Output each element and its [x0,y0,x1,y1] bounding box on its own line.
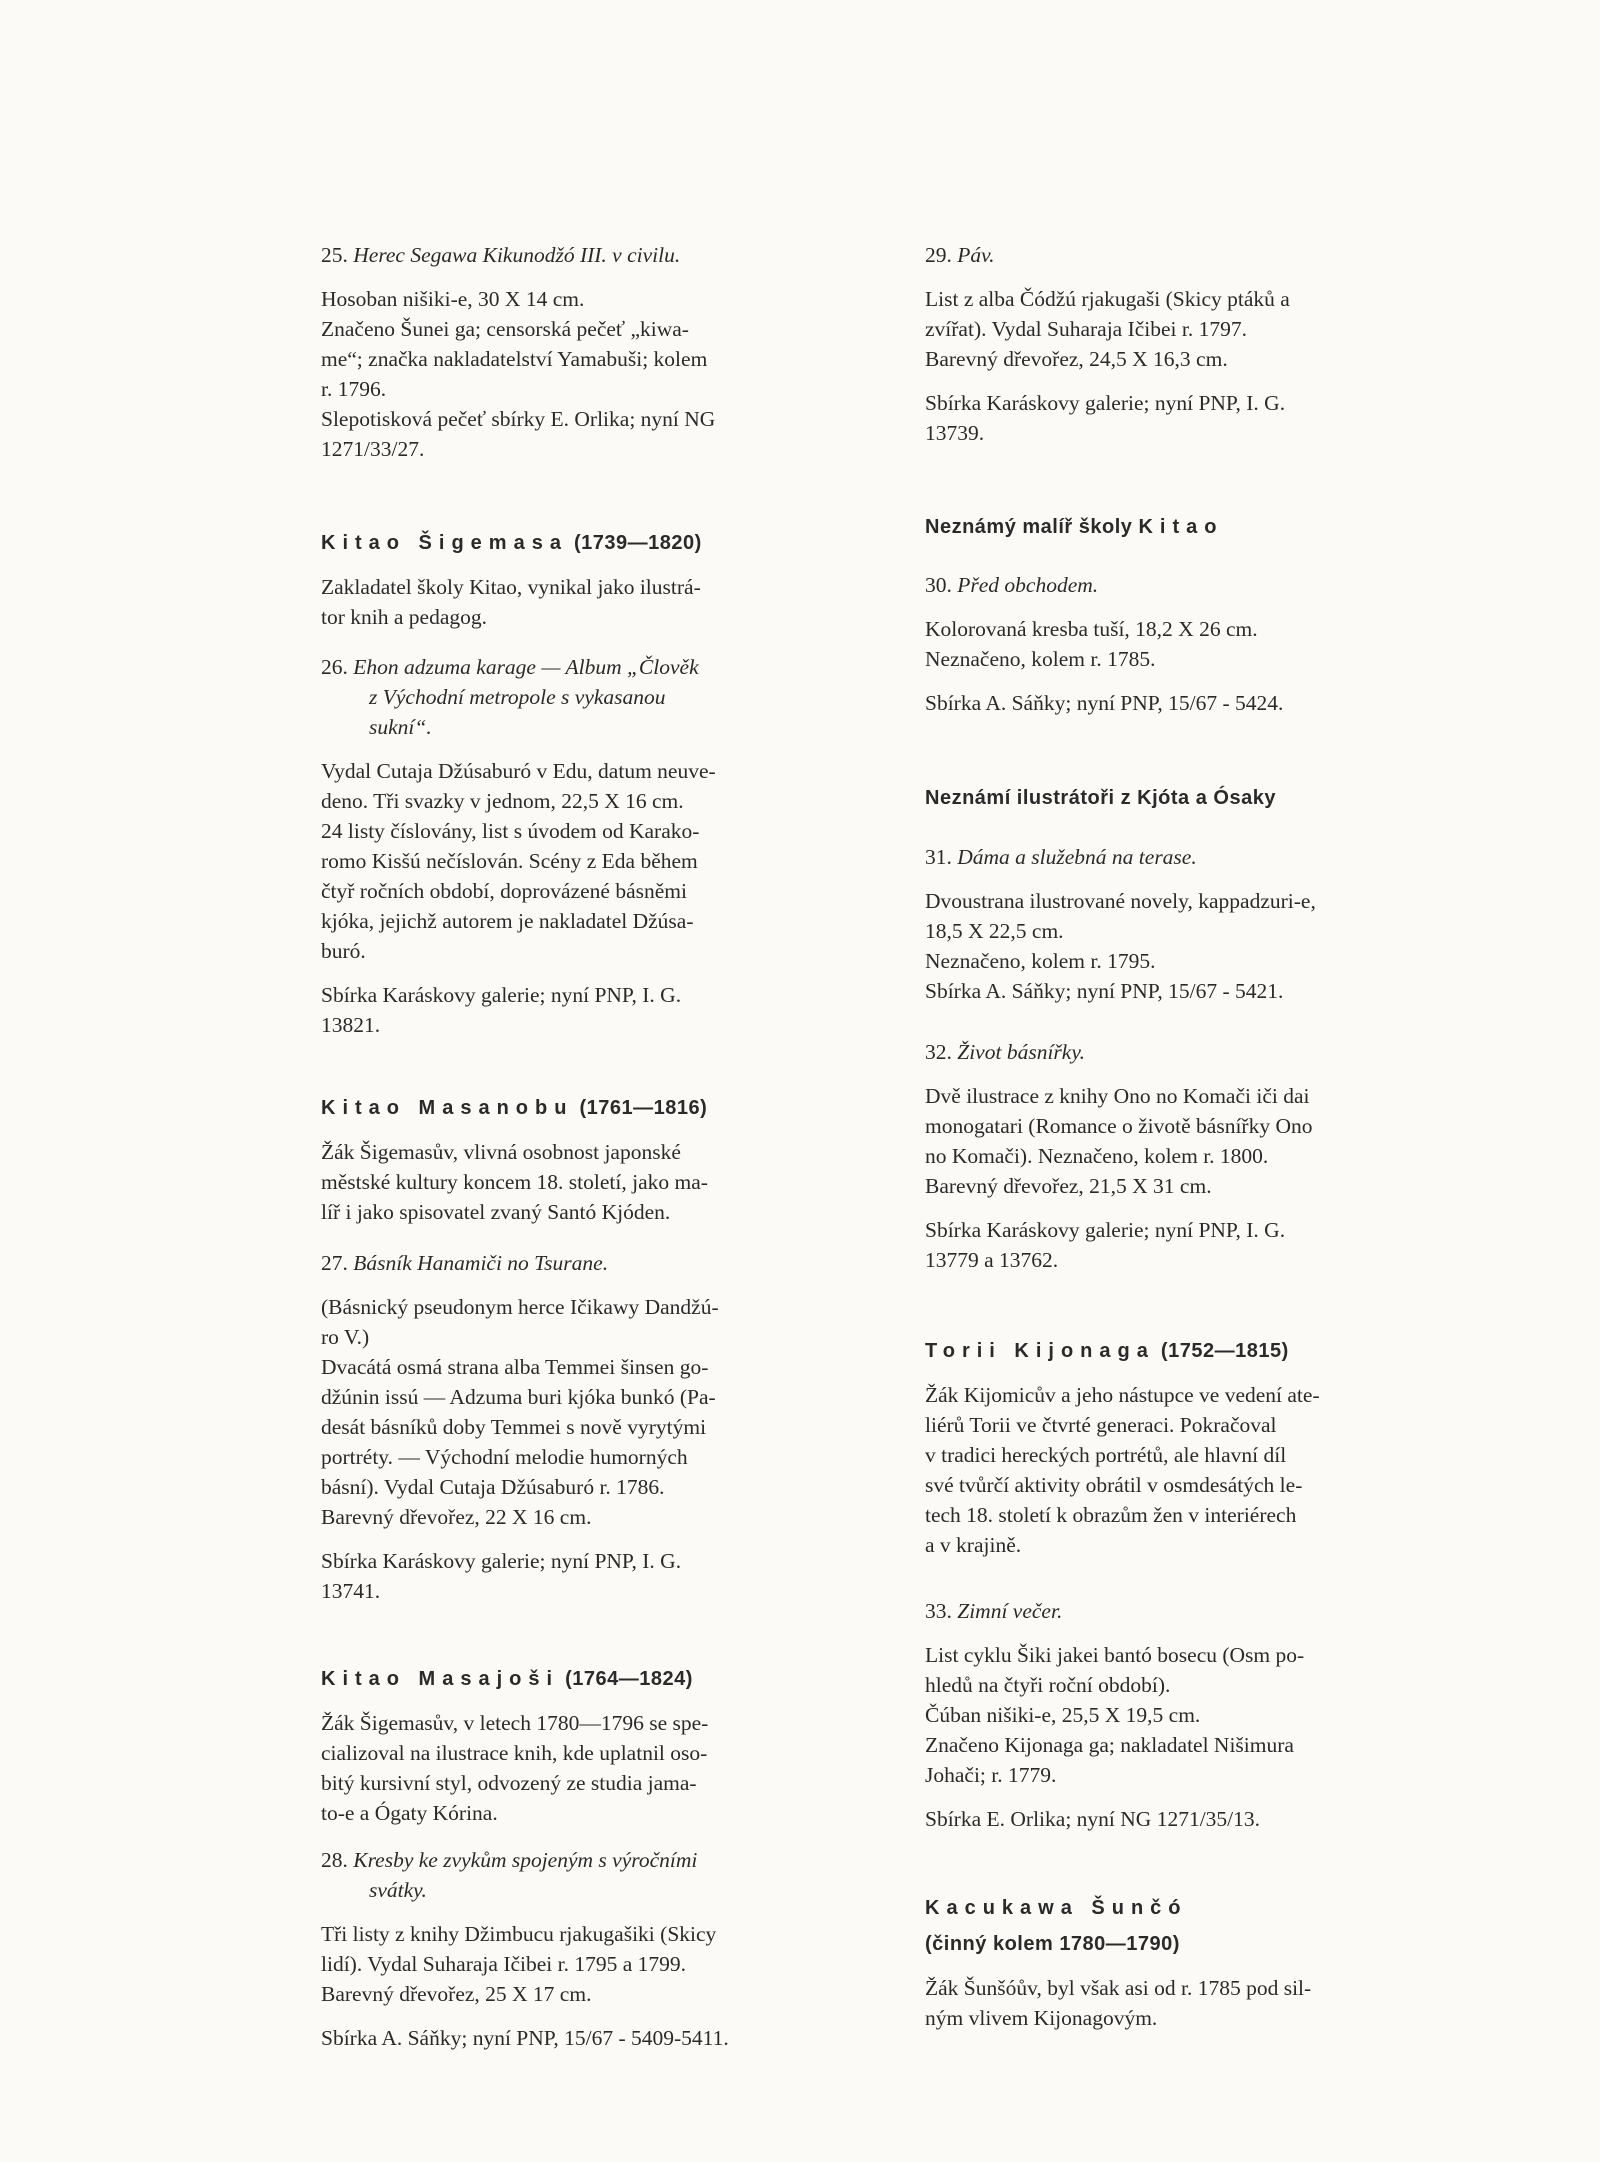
entry-number: 27. [321,1251,348,1275]
entry-number: 26. [321,655,348,679]
entry-32 [925,1037,1500,1275]
collection-line: 13741. [321,1579,381,1603]
artist-heading [925,1893,1500,1923]
artist-heading [925,1336,1500,1366]
entry-30 [925,570,1500,718]
artist-dates: (činný kolem 1780—1790) [925,1933,1180,1955]
entry-33 [925,1596,1500,1834]
entry-title-text: Páv. [957,243,995,267]
entry-line: List cyklu Šiki jakei bantó bosecu (Osm po- [925,1643,1305,1667]
entry-line: Barevný dřevořez, 25 X 17 cm. [321,1982,592,2006]
entry-line: Neznačeno, kolem r. 1785. [925,647,1156,671]
artist-dates: (1761—1816) [579,1097,708,1119]
entry-line: hledů na čtyři roční období). [925,1673,1171,1697]
entry-title [321,240,891,270]
group-heading [925,512,1500,542]
artist-dates: (1764—1824) [565,1668,693,1690]
entry-title-text: svátky. [369,1878,427,1902]
artist-dates: (1739—1820) [574,532,702,554]
entry-line: portréty. — Východní melodie humorných [321,1445,688,1469]
entry-line: Značeno Šunei ga; censorská pečeť „kiwa- [321,317,689,341]
entry-line: deno. Tři svazky v jednom, 22,5 X 16 cm. [321,789,684,813]
entry-title-text: sukní“. [369,715,432,739]
group-heading [925,783,1500,813]
entry-line: Dvě ilustrace z knihy Ono no Komači iči dai [925,1084,1310,1108]
entry-title-text: Život básnířky. [957,1040,1086,1064]
entry-line: r. 1796. [321,377,387,401]
artist-bio-line: a v krajině. [925,1533,1022,1557]
collection-line: Sbírka E. Orlika; nyní NG 1271/35/13. [925,1807,1261,1831]
entry-line: básní). Vydal Cutaja Džúsaburó r. 1786. [321,1475,665,1499]
entry-title-text: Před obchodem. [957,573,1099,597]
entry-title-text: Básník Hanamiči no Tsurane. [353,1251,609,1275]
entry-title-text: Kresby ke zvykům spojeným s výročními [353,1848,698,1872]
entry-line: Dvacátá osmá strana alba Temmei šinsen go- [321,1355,709,1379]
entry-line: monogatari (Romance o životě básnířky Ono [925,1114,1313,1138]
entry-line: čtyř ročních období, doprovázené básněmi [321,879,687,903]
entry-title-text: Ehon adzuma karage — Album „Člověk [353,655,699,679]
artist-bio-line: městské kultury koncem 18. století, jako ma- [321,1170,708,1194]
entry-number: 32. [925,1040,952,1064]
entry-number: 25. [321,243,348,267]
artist-bio-line: bitý kursivní styl, odvozený ze studia jama- [321,1771,697,1795]
entry-line: lidí). Vydal Suharaja Ičibei r. 1795 a 1799. [321,1952,687,1976]
collection-line: Sbírka A. Sáňky; nyní PNP, 15/67 - 5421. [925,979,1284,1003]
entry-line: Značeno Kijonaga ga; nakladatel Nišimura [925,1733,1294,1757]
entry-line: Dvoustrana ilustrované novely, kappadzuri-e, [925,889,1316,913]
collection-line: Sbírka A. Sáňky; nyní PNP, 15/67 - 5424. [925,691,1284,715]
artist-bio-line: to-e a Ógaty Kórina. [321,1801,498,1825]
artist-bio-line: v tradici hereckých portrétů, ale hlavní díl [925,1443,1287,1467]
entry-number: 33. [925,1599,952,1623]
entry-line: 24 listy číslovány, list s úvodem od Karako- [321,819,700,843]
entry-line: Barevný dřevořez, 24,5 X 16,3 cm. [925,347,1228,371]
entry-line: ro V.) [321,1325,370,1349]
entry-line: kjóka, jejichž autorem je nakladatel Džúsa- [321,909,694,933]
entry-line: (Básnický pseudonym herce Ičikawy Dandžú- [321,1295,719,1319]
entry-line: romo Kisšú nečíslován. Scény z Eda během [321,849,698,873]
artist-name: Kitao Šigemasa [321,532,568,554]
entry-title-cont [321,682,891,712]
entry-line: List z alba Čódžú rjakugaši (Skicy ptáků a [925,287,1290,311]
artist-heading [321,1093,891,1123]
artist-kijonaga [925,1336,1500,1560]
artist-bio-line: tech 18. století k obrazům žen v interiérech [925,1503,1297,1527]
group-heading-text: Neznámý malíř školy [925,516,1133,538]
collection-line: Sbírka Karáskovy galerie; nyní PNP, I. G. [925,391,1286,415]
artist-bio-line: Žák Šunšóův, byl však asi od r. 1785 pod sil- [925,1976,1312,2000]
artist-name: Kitao Masanobu [321,1097,574,1119]
entry-number: 31. [925,845,952,869]
entry-title [925,1596,1500,1626]
entry-line: 1271/33/27. [321,437,425,461]
entry-number: 29. [925,243,952,267]
artist-bio-line: své tvůrčí aktivity obrátil v osmdesátých le- [925,1473,1303,1497]
collection-line: Sbírka Karáskovy galerie; nyní PNP, I. G. [925,1218,1286,1242]
artist-bio-line: Zakladatel školy Kitao, vynikal jako ilustrá- [321,575,701,599]
artist-shuncho [925,1893,1500,2033]
collection-line: 13779 a 13762. [925,1248,1059,1272]
artist-dates: (1752—1815) [1160,1340,1289,1362]
entry-line: Barevný dřevořez, 21,5 X 31 cm. [925,1174,1212,1198]
entry-title-text: Herec Segawa Kikunodžó III. v civilu. [353,243,681,267]
artist-name: Kacukawa Šunčó [925,1897,1188,1919]
entry-line: desát básníků doby Temmei s nově vyrytými [321,1415,707,1439]
entry-number: 28. [321,1848,348,1872]
entry-line: Kolorovaná kresba tuší, 18,2 X 26 cm. [925,617,1258,641]
entry-line: Vydal Cutaja Džúsaburó v Edu, datum neuve- [321,759,716,783]
unknown-osaka-heading [925,783,1500,813]
entry-title [925,240,1500,270]
entry-line: no Komači). Neznačeno, kolem r. 1800. [925,1144,1269,1168]
collection-line: Sbírka Karáskovy galerie; nyní PNP, I. G. [321,983,682,1007]
artist-heading [321,528,891,558]
group-heading-text: Neznámí ilustrátoři z Kjóta a Ósaky [925,787,1276,809]
entry-title [321,1248,891,1278]
entry-line: 18,5 X 22,5 cm. [925,919,1064,943]
entry-number: 30. [925,573,952,597]
artist-bio-line: liérů Torii ve čtvrté generaci. Pokračoval [925,1413,1277,1437]
entry-line: Slepotisková pečeť sbírky E. Orlika; nyní NG [321,407,716,431]
collection-line: Sbírka Karáskovy galerie; nyní PNP, I. G. [321,1549,682,1573]
entry-line: zvířat). Vydal Suharaja Ičibei r. 1797. [925,317,1248,341]
entry-title [925,570,1500,600]
entry-line: Johači; r. 1779. [925,1763,1057,1787]
artist-bio-line: ným vlivem Kijonagovým. [925,2006,1158,2030]
entry-line: džúnin issú — Adzuma buri kjóka bunkó (Pa- [321,1385,716,1409]
artist-heading [321,1664,891,1694]
artist-masanobu [321,1093,891,1227]
artist-bio-line: Žák Šigemasův, vlivná osobnost japonské [321,1140,681,1164]
artist-bio-line: Žák Kijomicův a jeho nástupce ve vedení ate- [925,1383,1320,1407]
entry-line: Čúban nišiki-e, 25,5 X 19,5 cm. [925,1703,1201,1727]
entry-title [925,1037,1500,1067]
entry-27 [321,1248,891,1606]
entry-31 [925,842,1500,1006]
artist-name: Kitao Masajoši [321,1668,560,1690]
entry-title [321,652,891,682]
entry-line: buró. [321,939,366,963]
unknown-kitao-heading [925,512,1500,542]
entry-line: Tři listy z knihy Džimbucu rjakugašiki (Skicy [321,1922,717,1946]
entry-title [925,842,1500,872]
collection-line: 13821. [321,1013,381,1037]
collection-line: Sbírka A. Sáňky; nyní PNP, 15/67 - 5409-5411. [321,2026,729,2050]
entry-title-text: Zimní večer. [957,1599,1063,1623]
artist-masajoshi [321,1664,891,1828]
entry-25 [321,240,891,464]
entry-28 [321,1845,891,2053]
artist-bio-line: Žák Šigemasův, v letech 1780—1796 se spe- [321,1711,709,1735]
entry-line: Neznačeno, kolem r. 1795. [925,949,1156,973]
entry-title-cont [321,1875,891,1905]
artist-name: Torii Kijonaga [925,1340,1155,1362]
entry-title-cont [321,712,891,742]
group-heading-school: Kitao [1138,516,1224,538]
entry-title-text: Dáma a služebná na terase. [957,845,1197,869]
artist-bio-line: cializoval na ilustrace knih, kde uplatnil oso- [321,1741,708,1765]
collection-line: 13739. [925,421,985,445]
entry-title-text: z Východní metropole s vykasanou [369,685,666,709]
entry-line: me“; značka nakladatelství Yamabuši; kolem [321,347,708,371]
artist-bio-line: tor knih a pedagog. [321,605,487,629]
entry-26 [321,652,891,1040]
entry-line: Hosoban nišiki-e, 30 X 14 cm. [321,287,585,311]
artist-bio-line: líř i jako spisovatel zvaný Santó Kjóden. [321,1200,671,1224]
artist-shigemasa [321,528,891,632]
entry-line: Barevný dřevořez, 22 X 16 cm. [321,1505,592,1529]
entry-29 [925,240,1500,448]
entry-title [321,1845,891,1875]
